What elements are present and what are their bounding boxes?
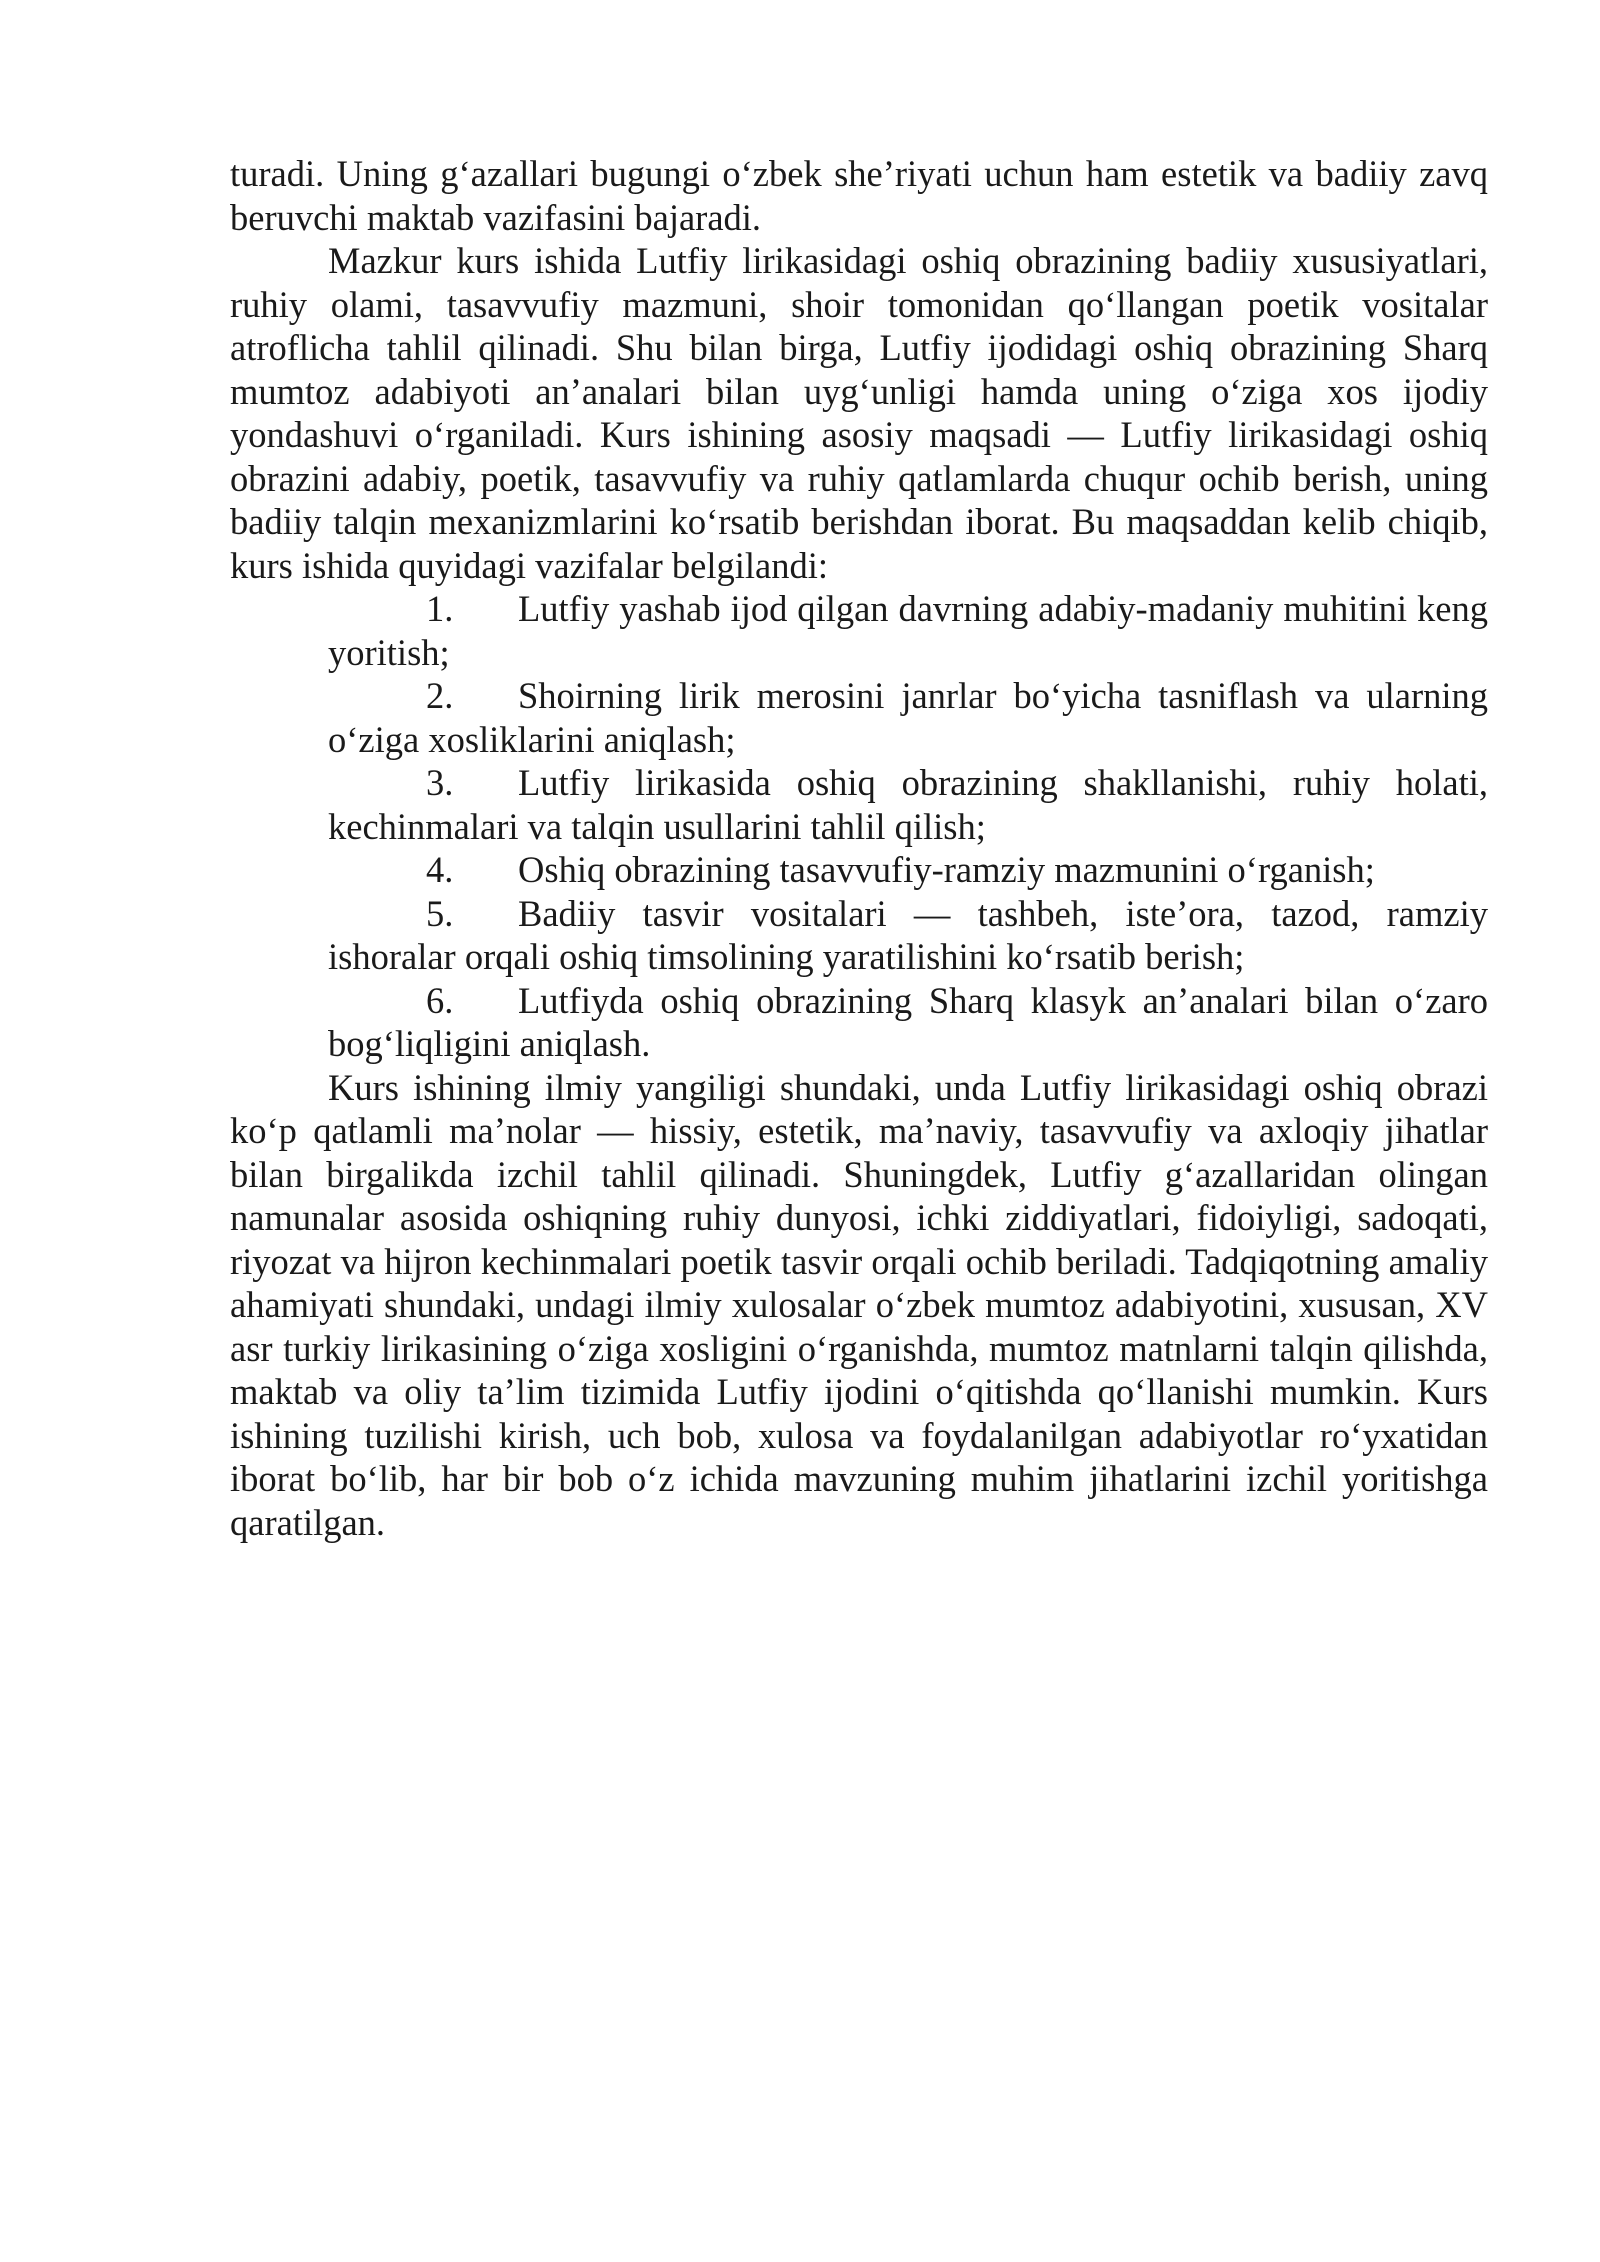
- list-item-text: Oshiq obrazining tasavvufiy-ramziy mazmunini o‘rganish;: [518, 849, 1375, 890]
- list-item-number: 3.: [426, 762, 454, 803]
- paragraph-novelty: Kurs ishining ilmiy yangiligi shundaki, unda Lutfiy lirikasidagi oshiq obrazi ko‘p qatlamli ma’nolar — hissiy, estetik, ma’naviy, tasavvufiy va axloqiy jihatlar bilan birgalikda izchil tahlil qilinadi. Shuningdek, Lutfiy g‘azallaridan olingan namunalar asosida oshiqning ruhiy dunyosi, ichki ziddiyatlari, fidoiyligi, sadoqati, riyozat va hijron kechinmalari poetik tasvir orqali ochib beriladi. Tadqiqotning amaliy ahamiyati shundaki, undagi ilmiy xulosalar o‘zbek mumtoz adabiyotini, xususan, XV asr turkiy lirikasining o‘ziga xosligini o‘rganishda, mumtoz matnlarni talqin qilishda, maktab va oliy ta’lim tizimida Lutfiy ijodini o‘qitishda qo‘llanishi mumkin. Kurs ishining tuzilishi kirish, uch bob, xulosa va foydalanilgan adabiyotlar ro‘yxatidan iborat bo‘lib, har bir bob o‘z ichida mavzuning muhim jihatlarini izchil yoritishga qaratilgan.: [230, 1066, 1488, 1543]
- list-item-number: 4.: [426, 849, 454, 890]
- list-item-number: 2.: [426, 675, 454, 716]
- list-item-number: 5.: [426, 892, 454, 934]
- list-item-text: Shoirning lirik merosini janrlar bo‘yicha tasniflash va ularning o‘ziga xosliklarini aniqlash;: [328, 675, 1488, 760]
- list-item-text: Lutfiyda oshiq obrazining Sharq klasyk an’analari bilan o‘zaro bog‘liqligini aniqlash.: [328, 979, 1488, 1064]
- list-item: [328, 892, 1488, 979]
- list-item-number: 6.: [426, 979, 454, 1021]
- list-item: [328, 979, 1488, 1066]
- paragraph-purpose: Mazkur kurs ishida Lutfiy lirikasidagi oshiq obrazining badiiy xususiyatlari, ruhiy olami, tasavvufiy mazmuni, shoir tomonidan qo‘llangan poetik vositalar atroflicha tahlil qilinadi. Shu bilan birga, Lutfiy ijodidagi oshiq obrazining Sharq mumtoz adabiyoti an’analari bilan uyg‘unligi hamda uning o‘ziga xos ijodiy yondashuvi o‘rganiladi. Kurs ishining asosiy maqsadi — Lutfiy lirikasidagi oshiq obrazini adabiy, poetik, tasavvufiy va ruhiy qatlamlarda chuqur ochib berish, uning badiiy talqin mexanizmlarini ko‘rsatib berishdan iborat. Bu maqsaddan kelib chiqib, kurs ishida quyidagi vazifalar belgilandi:: [230, 240, 1488, 586]
- task-list: [230, 587, 1488, 1066]
- paragraph-continuation: turadi. Uning g‘azallari bugungi o‘zbek she’riyati uchun ham estetik va badiiy zavq beruvchi maktab vazifasini bajaradi.: [230, 153, 1488, 238]
- list-item-text: Lutfiy lirikasida oshiq obrazining shakllanishi, ruhiy holati, kechinmalari va talqin usullarini tahlil qilish;: [328, 762, 1488, 847]
- list-item: [328, 848, 1488, 892]
- list-item-number: 1.: [426, 588, 454, 629]
- list-item-text: Lutfiy yashab ijod qilgan davrning adabiy-madaniy muhitini keng yoritish;: [328, 588, 1488, 673]
- list-item: [328, 674, 1488, 761]
- list-item: [328, 587, 1488, 674]
- list-item-text: Badiiy tasvir vositalari — tashbeh, iste’ora, tazod, ramziy ishoralar orqali oshiq timsolining yaratilishini ko‘rsatib berish;: [328, 892, 1488, 977]
- list-item: [328, 761, 1488, 848]
